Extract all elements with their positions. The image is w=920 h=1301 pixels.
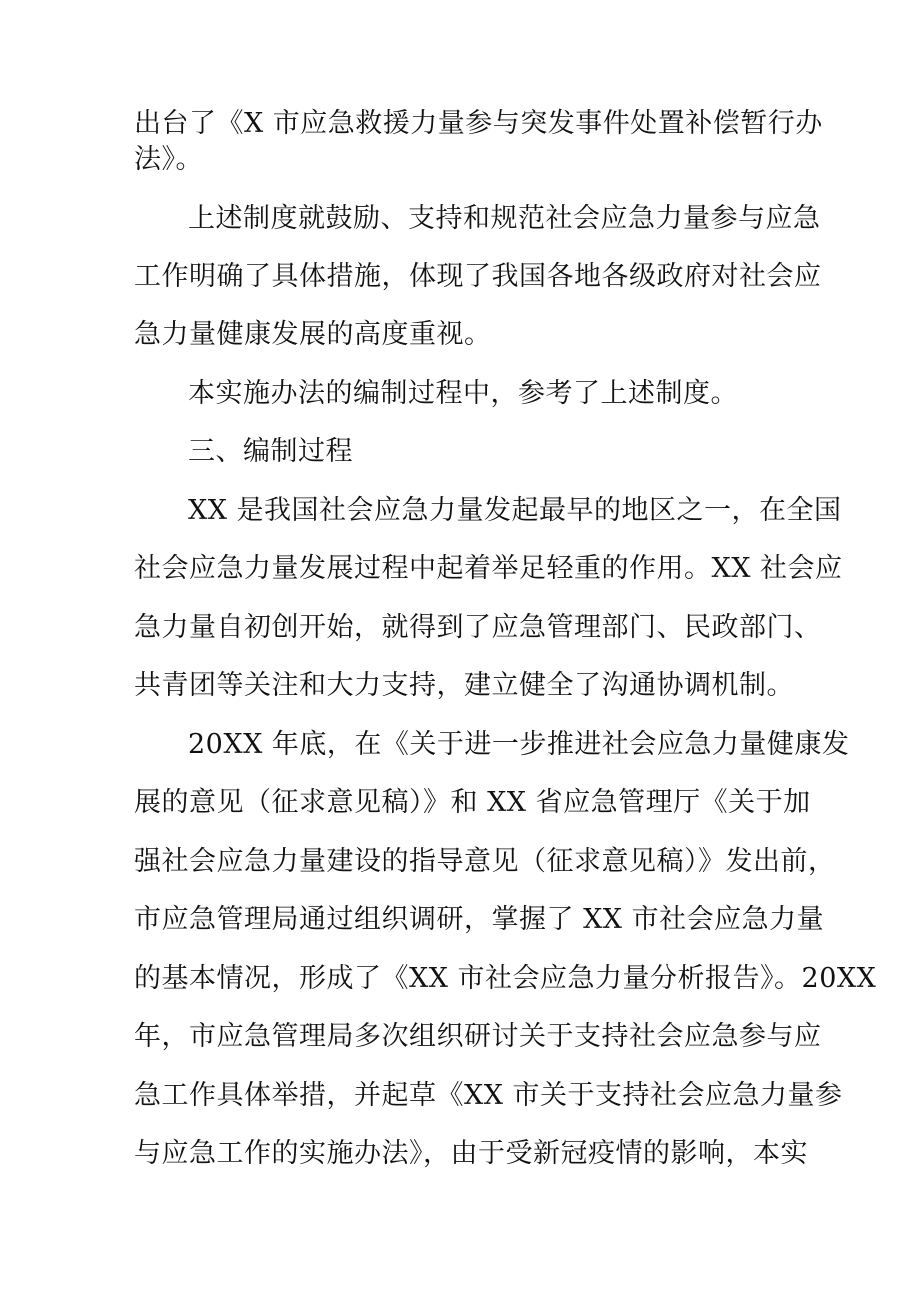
text-line: 与应急工作的实施办法》，由于受新冠疫情的影响，本实	[134, 1138, 808, 1169]
paragraph-start-line: XX 是我国社会应急力量发起最早的地区之一，在全国	[188, 495, 842, 526]
section-heading: 三、编制过程	[188, 436, 353, 467]
text-line: 市应急管理局通过组织调研，掌握了 XX 市社会应急力量	[134, 904, 825, 935]
text-line: 急力量健康发展的高度重视。	[134, 319, 492, 350]
text-line: 共青团等关注和大力支持，建立健全了沟通协调机制。	[134, 670, 794, 701]
text-line: 出台了《X 市应急救援力量参与突发事件处置补偿暂行办	[134, 108, 823, 139]
text-line: 展的意见（征求意见稿）》和 XX 省应急管理厅《关于加	[134, 787, 811, 818]
paragraph-start-line: 20XX 年底，在《关于进一步推进社会应急力量健康发	[188, 729, 850, 760]
text-line: 年，市应急管理局多次组织研讨关于支持社会应急参与应	[134, 1021, 822, 1052]
text-line: 法》。	[134, 144, 203, 175]
text-line: 急工作具体举措，并起草《XX 市关于支持社会应急力量参	[134, 1080, 843, 1111]
text-line: 急力量自初创开始，就得到了应急管理部门、民政部门、	[134, 612, 822, 643]
text-line: 社会应急力量发展过程中起着举足轻重的作用。XX 社会应	[134, 553, 843, 584]
text-line: 强社会应急力量建设的指导意见（征求意见稿）》发出前，	[134, 846, 836, 877]
paragraph-start-line: 本实施办法的编制过程中，参考了上述制度。	[188, 378, 738, 409]
text-line: 工作明确了具体措施，体现了我国各地各级政府对社会应	[134, 261, 822, 292]
paragraph-start-line: 上述制度就鼓励、支持和规范社会应急力量参与应急	[188, 203, 821, 234]
text-line: 的基本情况，形成了《XX 市社会应急力量分析报告》。20XX	[134, 963, 877, 994]
